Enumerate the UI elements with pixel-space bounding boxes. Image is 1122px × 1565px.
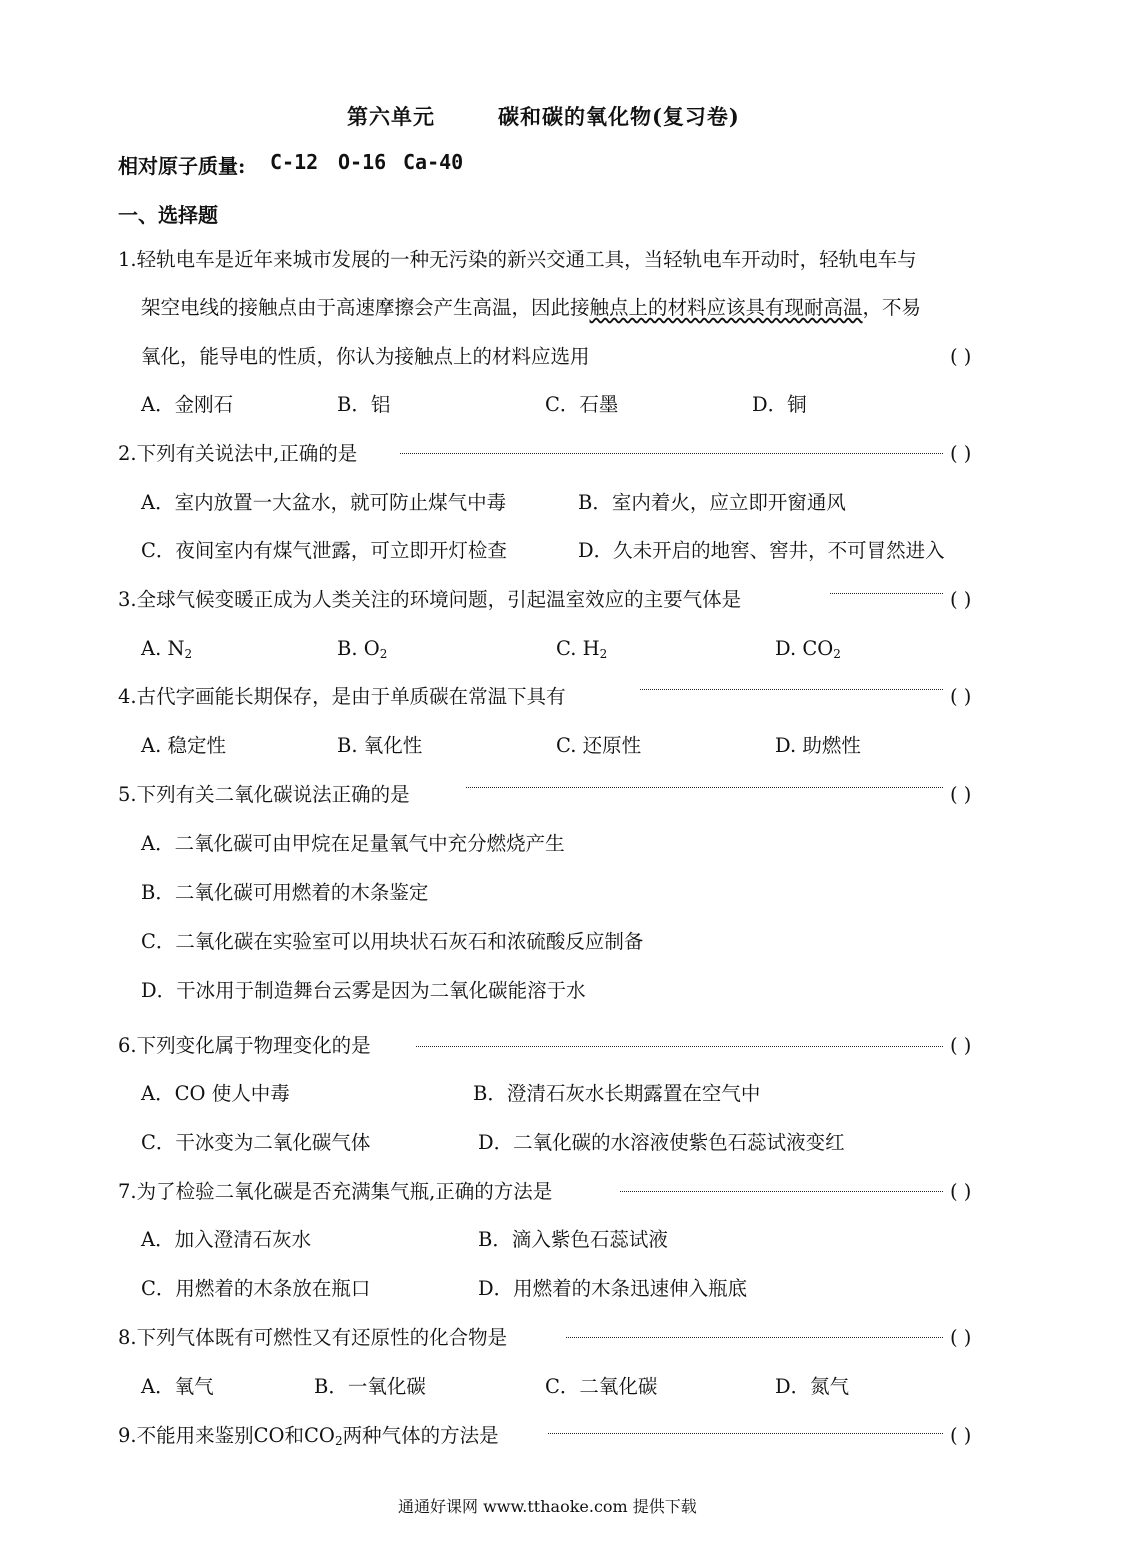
q7-option-c: C．用燃着的木条放在瓶口 [141, 1277, 371, 1300]
q6-option-a: A．CO 使人中毒 [141, 1082, 290, 1105]
q3-option-b: B. $O_2$ [337, 637, 388, 661]
q8-option-d: D．氮气 [775, 1375, 850, 1398]
leader-dots-8 [566, 1337, 943, 1338]
leader-dots-2 [400, 453, 943, 454]
atomic-mass-c: C-12 [270, 150, 319, 174]
q7-option-b: B．滴入紫色石蕊试液 [478, 1228, 668, 1251]
q7-option-a: A．加入澄清石灰水 [141, 1228, 312, 1251]
answer-blank-3: ( ) [950, 588, 972, 611]
question-4-stem: 4.古代字画能长期保存，是由于单质碳在常温下具有 [118, 685, 566, 708]
q8-option-c: C．二氧化碳 [545, 1375, 658, 1398]
q3-option-d: D. $CO_2$ [775, 637, 841, 661]
leader-dots-4 [640, 689, 943, 690]
q2-option-b: B．室内着火，应立即开窗通风 [578, 491, 846, 514]
q1-option-d: D．铜 [752, 393, 807, 416]
q4-option-a: A. 稳定性 [141, 734, 226, 757]
page-title: 碳和碳的氧化物(复习卷) [498, 104, 740, 129]
atomic-mass-o: O-16 [338, 150, 387, 174]
q4-option-b: B. 氧化性 [337, 734, 423, 757]
q1-option-a: A．金刚石 [141, 393, 234, 416]
q5-option-b: B．二氧化碳可用燃着的木条鉴定 [141, 881, 429, 904]
q5-option-d: D．干冰用于制造舞台云雾是因为二氧化碳能溶于水 [141, 979, 586, 1002]
section-heading: 一、选择题 [118, 203, 218, 227]
question-1-line-1: 1.轻轨电车是近年来城市发展的一种无污染的新兴交通工具，当轻轨电车开动时，轻轨电车与 [118, 248, 917, 271]
footer-source: 通通好课网 www.tthaoke.com 提供下载 [398, 1497, 697, 1516]
q7-option-d: D．用燃着的木条迅速伸入瓶底 [478, 1277, 748, 1300]
answer-blank-2: ( ) [950, 442, 972, 465]
leader-dots-5 [466, 787, 943, 788]
leader-dots-6 [416, 1046, 943, 1047]
q5-option-a: A．二氧化碳可由甲烷在足量氧气中充分燃烧产生 [141, 832, 565, 855]
answer-blank-5: ( ) [950, 783, 972, 806]
answer-blank-4: ( ) [950, 685, 972, 708]
question-2-stem: 2.下列有关说法中,正确的是 [118, 442, 358, 465]
answer-blank-1: ( ) [950, 345, 972, 368]
q2-option-c: C．夜间室内有煤气泄露，可立即开灯检查 [141, 539, 507, 562]
leader-dots-3 [830, 593, 943, 594]
atomic-mass-ca: Ca-40 [403, 150, 464, 174]
q6-option-c: C．干冰变为二氧化碳气体 [141, 1131, 371, 1154]
q3-option-a: A. $N_2$ [141, 637, 193, 661]
q1-option-b: B．铝 [337, 393, 391, 416]
answer-blank-8: ( ) [950, 1326, 972, 1349]
q4-option-d: D. 助燃性 [775, 734, 861, 757]
q5-option-c: C．二氧化碳在实验室可以用块状石灰石和浓硫酸反应制备 [141, 930, 644, 953]
q8-option-b: B．一氧化碳 [314, 1375, 426, 1398]
atomic-mass-label: 相对原子质量: [118, 154, 246, 178]
question-7-stem: 7.为了检验二氧化碳是否充满集气瓶,正确的方法是 [118, 1180, 553, 1203]
q1-option-c: C．石墨 [545, 393, 619, 416]
q6-option-b: B．澄清石灰水长期露置在空气中 [473, 1082, 761, 1105]
title-unit: 第六单元 [347, 104, 435, 129]
question-8-stem: 8.下列气体既有可燃性又有还原性的化合物是 [118, 1326, 508, 1349]
q8-option-a: A．氧气 [141, 1375, 214, 1398]
answer-blank-6: ( ) [950, 1034, 972, 1057]
question-6-stem: 6.下列变化属于物理变化的是 [118, 1034, 371, 1057]
question-1-line-3: 氧化，能导电的性质，你认为接触点上的材料应选用 [141, 345, 590, 368]
question-5-stem: 5.下列有关二氧化碳说法正确的是 [118, 783, 410, 806]
q2-option-a: A．室内放置一大盆水，就可防止煤气中毒 [141, 491, 507, 514]
q2-option-d: D．久未开启的地窖、窖井，不可冒然进入 [578, 539, 945, 562]
question-9-stem: 9.不能用来鉴别CO和$CO_2$两种气体的方法是 [118, 1424, 499, 1448]
question-1-line-2: 架空电线的接触点由于高速摩擦会产生高温，因此接触点上的材料应该具有现耐高温，不易 [141, 296, 922, 319]
leader-dots-7 [620, 1191, 943, 1192]
answer-blank-7: ( ) [950, 1180, 972, 1203]
answer-blank-9: ( ) [950, 1424, 972, 1447]
leader-dots-9 [548, 1433, 943, 1434]
q4-option-c: C. 还原性 [556, 734, 642, 757]
q6-option-d: D．二氧化碳的水溶液使紫色石蕊试液变红 [478, 1131, 845, 1154]
question-3-stem: 3.全球气候变暖正成为人类关注的环境问题，引起温室效应的主要气体是 [118, 588, 742, 611]
q3-option-c: C. $H_2$ [556, 637, 608, 661]
